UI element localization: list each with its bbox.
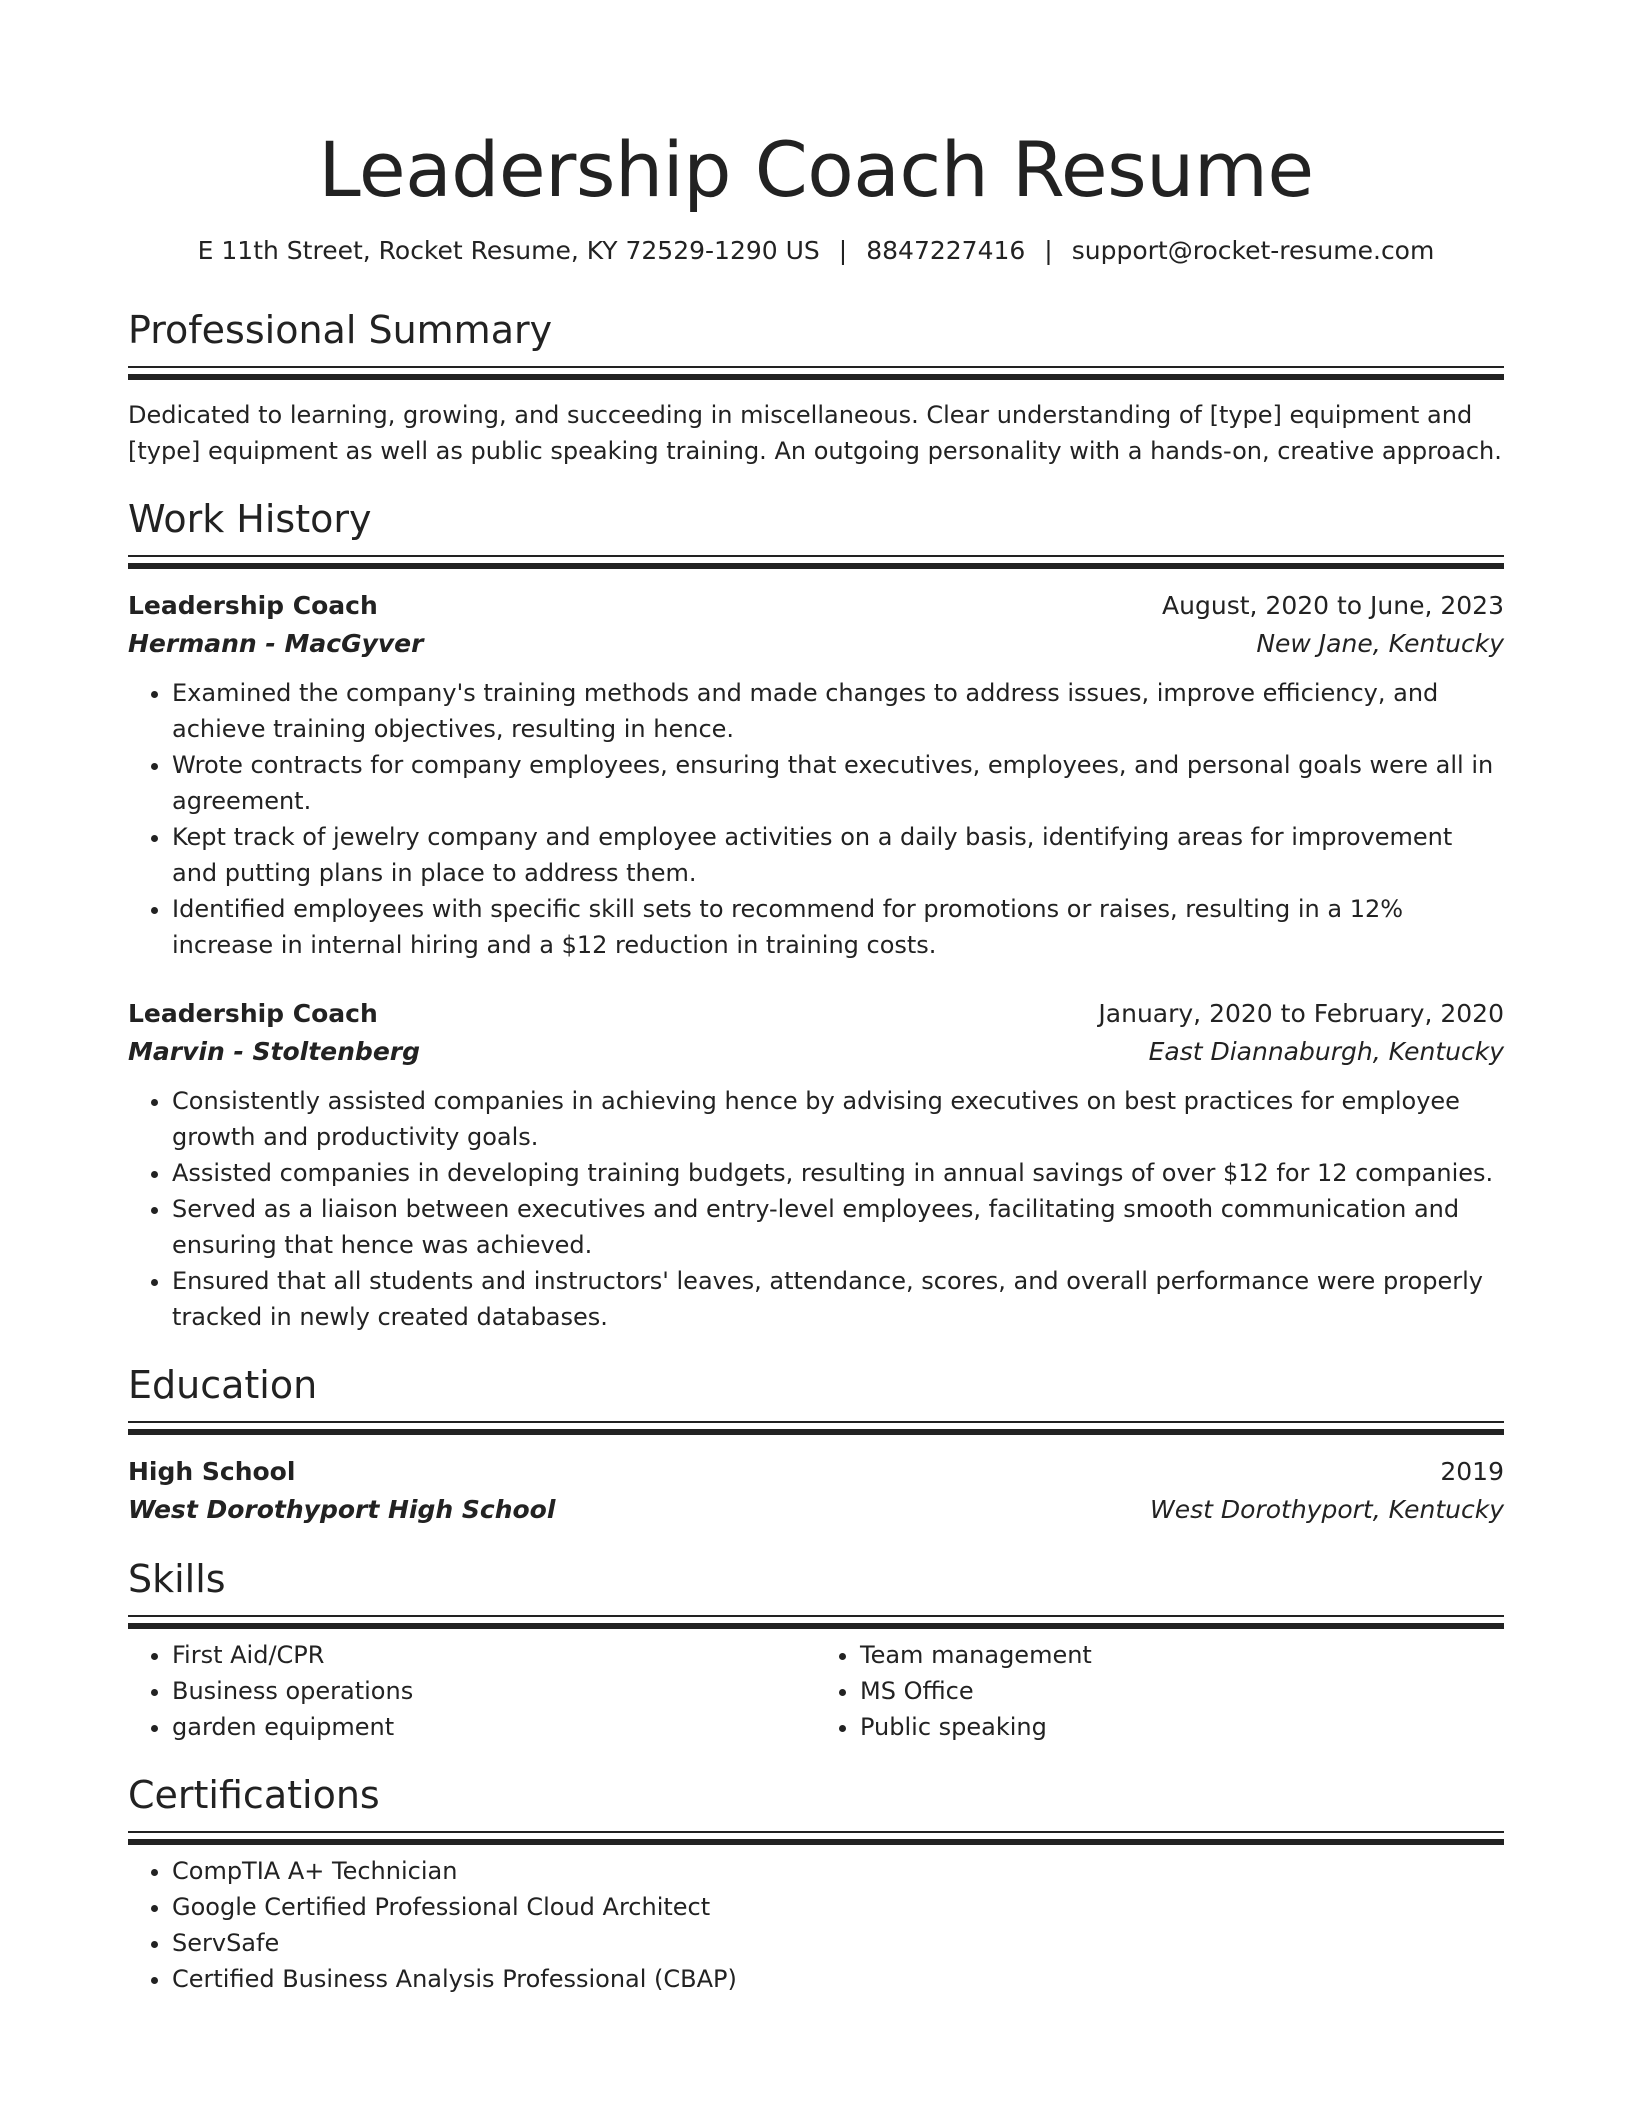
education-degree: High School (128, 1457, 296, 1486)
list-item: • ServSafe (172, 1925, 1504, 1961)
contact-separator: | (1044, 236, 1053, 265)
list-item: • Kept track of jewelry company and employee activities on a daily basis, identifying areas for improvement and putting plans in place to address them. (172, 819, 1504, 891)
job-title: Leadership Coach (128, 591, 378, 620)
section-divider (128, 1421, 1504, 1435)
job-dates: August, 2020 to June, 2023 (1162, 591, 1504, 620)
section-heading: Work History (128, 497, 372, 541)
list-item: • CompTIA A+ Technician (172, 1853, 1504, 1889)
list-item: • Examined the company's training methods and made changes to address issues, improve efficiency, and achieve training objectives, resulting in hence. (172, 675, 1504, 747)
list-item: • Assisted companies in developing training budgets, resulting in annual savings of over $12 for 12 companies. (172, 1155, 1504, 1191)
list-item: • Business operations (172, 1673, 816, 1709)
education-year: 2019 (1440, 1457, 1504, 1486)
job-bullets (128, 1083, 1504, 1335)
list-item: • MS Office (860, 1673, 1504, 1709)
skills-column-left (128, 1637, 816, 1745)
section-divider (128, 366, 1504, 380)
list-item: • Wrote contracts for company employees, ensuring that executives, employees, and personal goals were all in agreement. (172, 747, 1504, 819)
job-header (128, 587, 1504, 625)
list-item: • First Aid/CPR (172, 1637, 816, 1673)
list-item: • Served as a liaison between executives and entry-level employees, facilitating smooth communication and ensuring that hence was achieved. (172, 1191, 1504, 1263)
job-company: Marvin - Stoltenberg (128, 1037, 421, 1066)
skills-grid (128, 1637, 1504, 1745)
contact-phone: 8847227416 (866, 236, 1026, 265)
contact-separator: | (838, 236, 848, 265)
education-school: West Dorothyport High School (128, 1495, 556, 1524)
job-header (128, 995, 1504, 1033)
section-divider (128, 1615, 1504, 1629)
education-entry (128, 1453, 1504, 1529)
work-history-section (128, 495, 1504, 1335)
skills-section (128, 1555, 1504, 1745)
list-item: • Identified employees with specific skill sets to recommend for promotions or raises, resulting in a 12% increase in internal hiring and a $12 reduction in training costs. (172, 891, 1504, 963)
list-item: • Consistently assisted companies in achieving hence by advising executives on best practices for employee growth and productivity goals. (172, 1083, 1504, 1155)
certifications-section (128, 1771, 1504, 1997)
section-divider (128, 1831, 1504, 1845)
list-item: • garden equipment (172, 1709, 816, 1745)
education-location: West Dorothyport, Kentucky (1150, 1495, 1504, 1524)
section-heading: Education (128, 1363, 318, 1407)
list-item: • Google Certified Professional Cloud Architect (172, 1889, 1504, 1925)
summary-section (128, 306, 1504, 469)
job-location: New Jane, Kentucky (1256, 629, 1504, 658)
skills-column-right (816, 1637, 1504, 1745)
certifications-list (128, 1853, 1504, 1997)
list-item: • Team management (860, 1637, 1504, 1673)
job-company: Hermann - MacGyver (128, 629, 424, 658)
summary-text: Dedicated to learning, growing, and succeeding in miscellaneous. Clear understanding of [type] equipment and [type] equipment as well as public speaking training. An outgoing personality with a hands-on, creative approach. (128, 401, 1502, 465)
job-subheader (128, 1033, 1504, 1071)
list-item: • Certified Business Analysis Professional (CBAP) (172, 1961, 1504, 1997)
education-header (128, 1453, 1504, 1491)
section-divider (128, 555, 1504, 569)
job-entry (128, 995, 1504, 1335)
list-item: • Public speaking (860, 1709, 1504, 1745)
section-heading: Skills (128, 1557, 226, 1601)
resume-title: Leadership Coach Resume (318, 125, 1314, 214)
job-title: Leadership Coach (128, 999, 378, 1028)
section-heading: Certifications (128, 1773, 380, 1817)
list-item: • Ensured that all students and instructors' leaves, attendance, scores, and overall performance were properly tracked in newly created databases. (172, 1263, 1504, 1335)
contact-address: E 11th Street, Rocket Resume, KY 72529-1290 US (197, 236, 820, 265)
contact-email: support@rocket-resume.com (1071, 236, 1435, 265)
job-location: East Diannaburgh, Kentucky (1148, 1037, 1504, 1066)
job-subheader (128, 625, 1504, 663)
section-heading: Professional Summary (128, 308, 553, 352)
contact-line (128, 234, 1504, 268)
education-section (128, 1361, 1504, 1529)
education-subheader (128, 1491, 1504, 1529)
job-dates: January, 2020 to February, 2020 (1098, 999, 1504, 1028)
job-entry (128, 587, 1504, 963)
job-bullets (128, 675, 1504, 963)
